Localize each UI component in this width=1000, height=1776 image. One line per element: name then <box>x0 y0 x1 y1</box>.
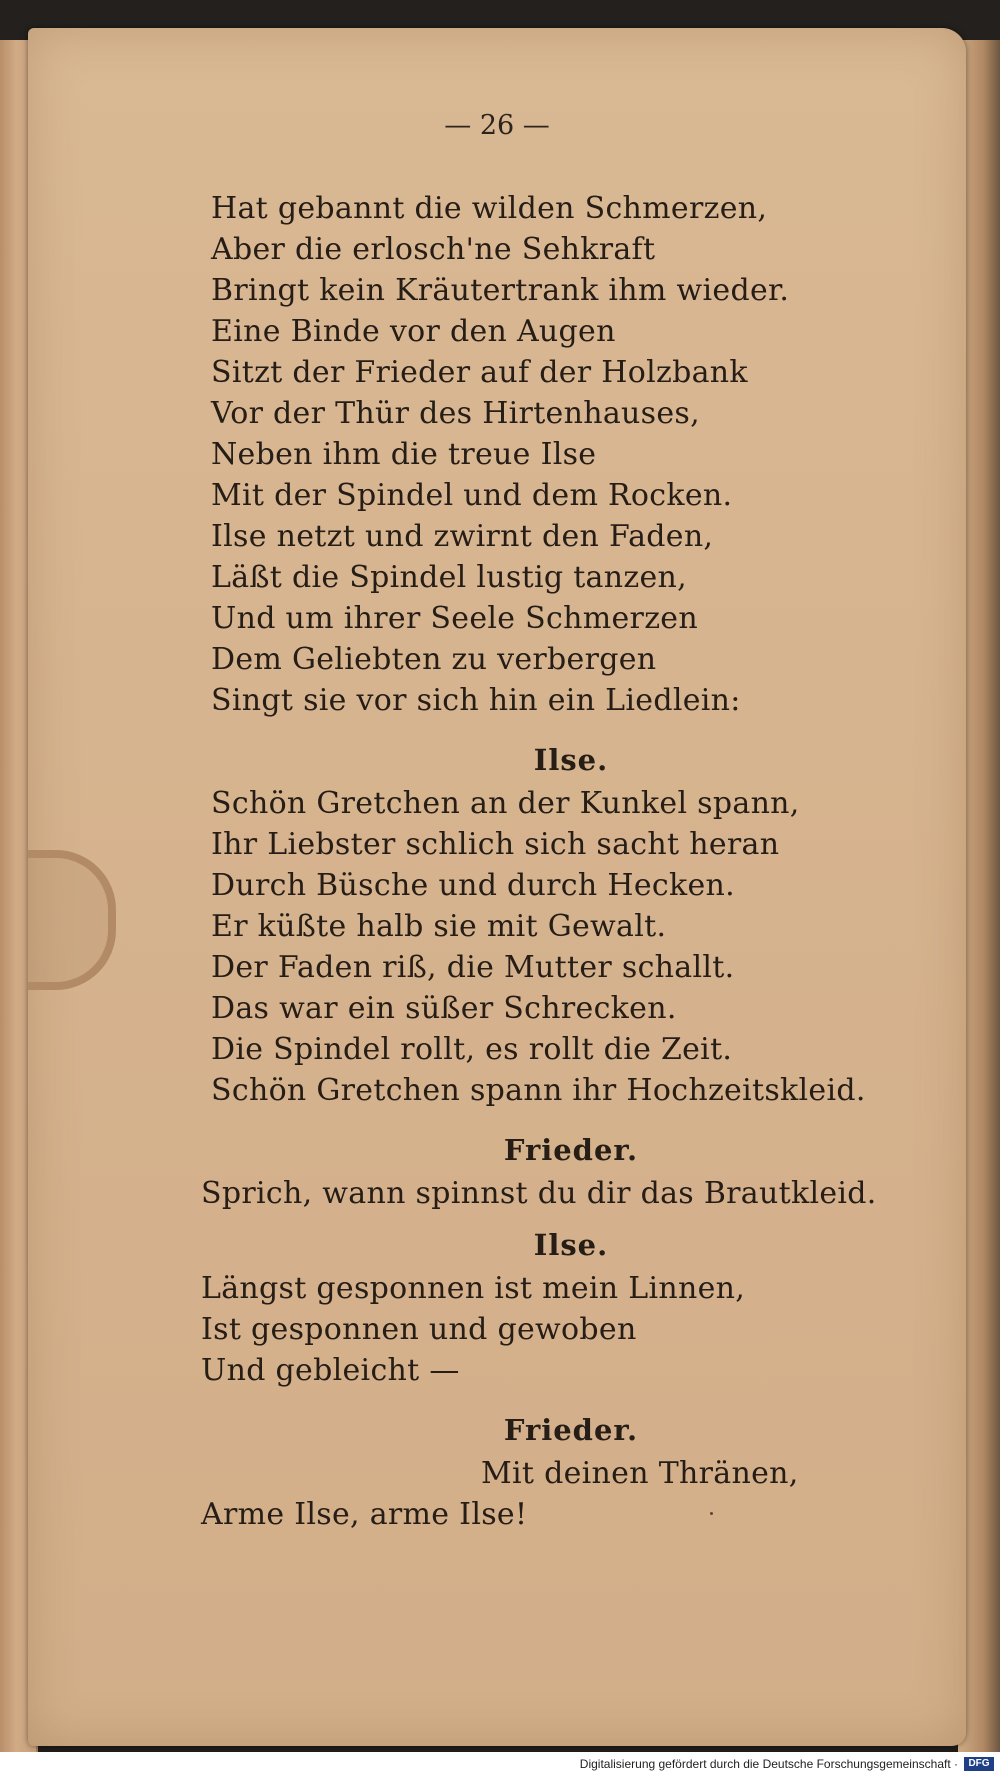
page-number: — 26 — <box>444 110 550 141</box>
speaker-heading: Frieder. <box>503 1133 639 1167</box>
text-line: Vor der Thür des Hirtenhauses, <box>211 396 700 431</box>
dialogue-line: Sprich, wann spinnst du dir das Brautkleid. <box>201 1176 877 1211</box>
text-line: Singt sie vor sich hin ein Liedlein: <box>211 683 741 718</box>
song-line: Schön Gretchen an der Kunkel spann, <box>211 786 800 821</box>
text-line: Dem Geliebten zu verbergen <box>211 642 657 677</box>
dialogue-line: Arme Ilse, arme Ilse! <box>201 1497 528 1532</box>
dialogue-line: Längst gesponnen ist mein Linnen, <box>201 1271 746 1306</box>
song-line: Die Spindel rollt, es rollt die Zeit. <box>211 1032 733 1067</box>
dialogue-line: Und gebleicht — <box>201 1353 460 1388</box>
song-line: Durch Büsche und durch Hecken. <box>211 868 735 903</box>
text-line: Eine Binde vor den Augen <box>211 314 616 349</box>
footer-credit: Digitalisierung gefördert durch die Deutsche Forschungsgemeinschaft · <box>579 1757 958 1771</box>
speaker-heading: Ilse. <box>533 743 609 777</box>
dfg-logo: DFG <box>964 1757 994 1771</box>
text-line: Neben ihm die treue Ilse <box>211 437 597 472</box>
speaker-heading: Frieder. <box>503 1413 639 1447</box>
song-line: Das war ein süßer Schrecken. <box>211 991 677 1026</box>
text-line: Und um ihrer Seele Schmerzen <box>211 601 698 636</box>
book-page <box>28 28 966 1746</box>
text-line: Sitzt der Frieder auf der Holzbank <box>211 355 748 390</box>
text-line: Mit der Spindel und dem Rocken. <box>211 478 733 513</box>
song-line: Schön Gretchen spann ihr Hochzeitskleid. <box>211 1073 866 1108</box>
song-line: Er küßte halb sie mit Gewalt. <box>211 909 667 944</box>
page-text <box>201 188 931 1535</box>
song-line: Ihr Liebster schlich sich sacht heran <box>211 827 780 862</box>
text-line: Bringt kein Kräutertrank ihm wieder. <box>211 273 790 308</box>
text-line: Aber die erlosch'ne Sehkraft <box>211 232 656 267</box>
dialogue-line: Ist gesponnen und gewoben <box>201 1312 637 1347</box>
page-clip <box>28 850 116 990</box>
song-line: Der Faden riß, die Mutter schallt. <box>211 950 735 985</box>
dialogue-line: Mit deinen Thränen, <box>481 1456 799 1491</box>
text-line: Hat gebannt die wilden Schmerzen, <box>211 191 768 226</box>
speaker-heading: Ilse. <box>533 1228 609 1262</box>
paper-speck <box>710 1512 713 1515</box>
text-line: Läßt die Spindel lustig tanzen, <box>211 560 687 595</box>
text-line: Ilse netzt und zwirnt den Faden, <box>211 519 714 554</box>
